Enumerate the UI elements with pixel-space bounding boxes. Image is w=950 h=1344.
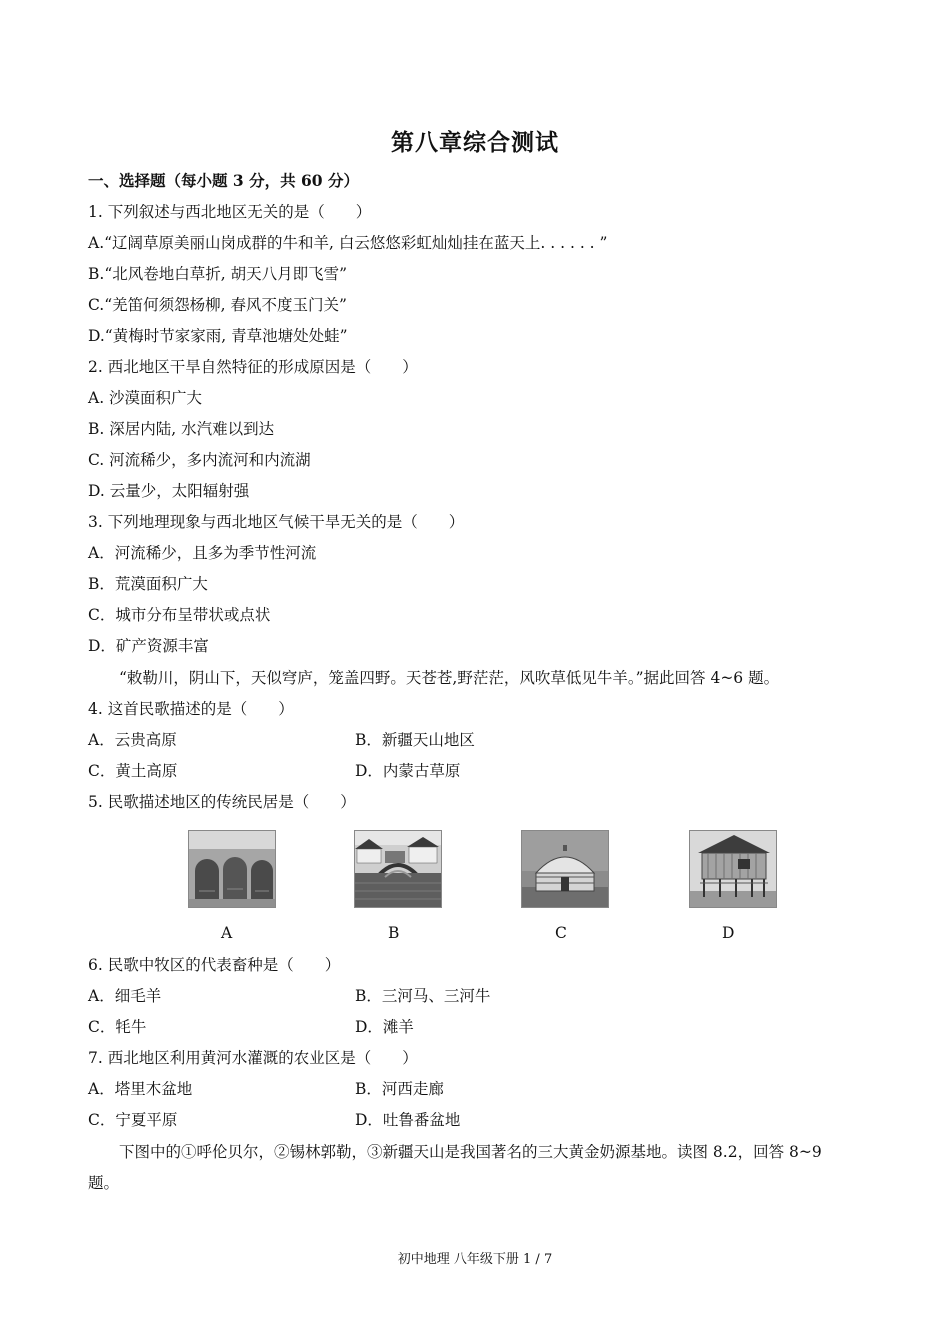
question-2-option-b: B. 深居内陆, 水汽难以到达 (88, 420, 275, 438)
passage-dairy-bases: 下图中的①呼伦贝尔，②锡林郭勒，③新疆天山是我国著名的三大黄金奶源基地。读图 8.2，回答 8~9 (119, 1143, 822, 1161)
photo-yurt (521, 830, 609, 908)
question-4-option-d: D．内蒙古草原 (355, 762, 461, 780)
question-4-option-b: B．新疆天山地区 (355, 731, 475, 749)
question-1-option-a: A.“辽阔草原美丽山岗成群的牛和羊, 白云悠悠彩虹灿灿挂在蓝天上. . . . . . ” (88, 234, 608, 252)
question-4-stem: 4. 这首民歌描述的是（ ） (88, 700, 294, 718)
question-1-option-d: D.“黄梅时节家家雨, 青草池塘处处蛙” (88, 327, 348, 345)
photo-caption-c: C (555, 924, 567, 942)
question-7-option-a: A．塔里木盆地 (88, 1080, 193, 1098)
question-3-stem: 3. 下列地理现象与西北地区气候干旱无关的是（ ） (88, 513, 465, 531)
page-title: 第八章综合测试 (391, 129, 559, 156)
question-6-option-a: A．细毛羊 (88, 987, 162, 1005)
question-6-option-c: C．牦牛 (88, 1018, 147, 1036)
question-2-option-a: A. 沙漠面积广大 (88, 389, 203, 407)
question-7-option-c: C．宁夏平原 (88, 1111, 178, 1129)
photo-caption-d: D (722, 924, 735, 942)
question-6-option-d: D．滩羊 (355, 1018, 414, 1036)
question-2-option-d: D. 云量少，太阳辐射强 (88, 482, 250, 500)
passage-dairy-bases-continued: 题。 (88, 1174, 120, 1192)
question-3-option-d: D．矿产资源丰富 (88, 637, 209, 655)
photo-water-town (354, 830, 442, 908)
question-7-option-b: B．河西走廊 (355, 1080, 444, 1098)
question-6-option-b: B．三河马、三河牛 (355, 987, 491, 1005)
question-1-stem: 1. 下列叙述与西北地区无关的是（ ） (88, 203, 372, 221)
question-2-stem: 2. 西北地区干旱自然特征的形成原因是（ ） (88, 358, 418, 376)
photo-stilt-house (689, 830, 777, 908)
passage-poem: “敕勒川，阴山下，天似穹庐，笼盖四野。天苍苍,野茫茫，风吹草低见牛羊。”据此回答 4~6 题。 (119, 669, 780, 687)
question-2-option-c: C. 河流稀少，多内流河和内流湖 (88, 451, 311, 469)
photo-cave-dwelling (188, 830, 276, 908)
photo-caption-a: A (221, 924, 233, 942)
question-7-stem: 7. 西北地区利用黄河水灌溉的农业区是（ ） (88, 1049, 418, 1067)
photo-caption-b: B (388, 924, 400, 942)
question-3-option-b: B．荒漠面积广大 (88, 575, 208, 593)
question-6-stem: 6. 民歌中牧区的代表畜种是（ ） (88, 956, 341, 974)
section-heading: 一、选择题（每小题 3 分，共 60 分） (88, 171, 359, 190)
question-1-option-b: B.“北风卷地白草折, 胡天八月即飞雪” (88, 265, 348, 283)
question-3-option-c: C．城市分布呈带状或点状 (88, 606, 271, 624)
page-footer: 初中地理 八年级下册 1 / 7 (397, 1252, 553, 1267)
question-4-option-c: C．黄土高原 (88, 762, 178, 780)
question-1-option-c: C.“羌笛何须怨杨柳, 春风不度玉门关” (88, 296, 347, 314)
question-7-option-d: D．吐鲁番盆地 (355, 1111, 461, 1129)
question-4-option-a: A．云贵高原 (88, 731, 177, 749)
question-3-option-a: A．河流稀少，且多为季节性河流 (88, 544, 317, 562)
question-5-stem: 5. 民歌描述地区的传统民居是（ ） (88, 793, 356, 811)
